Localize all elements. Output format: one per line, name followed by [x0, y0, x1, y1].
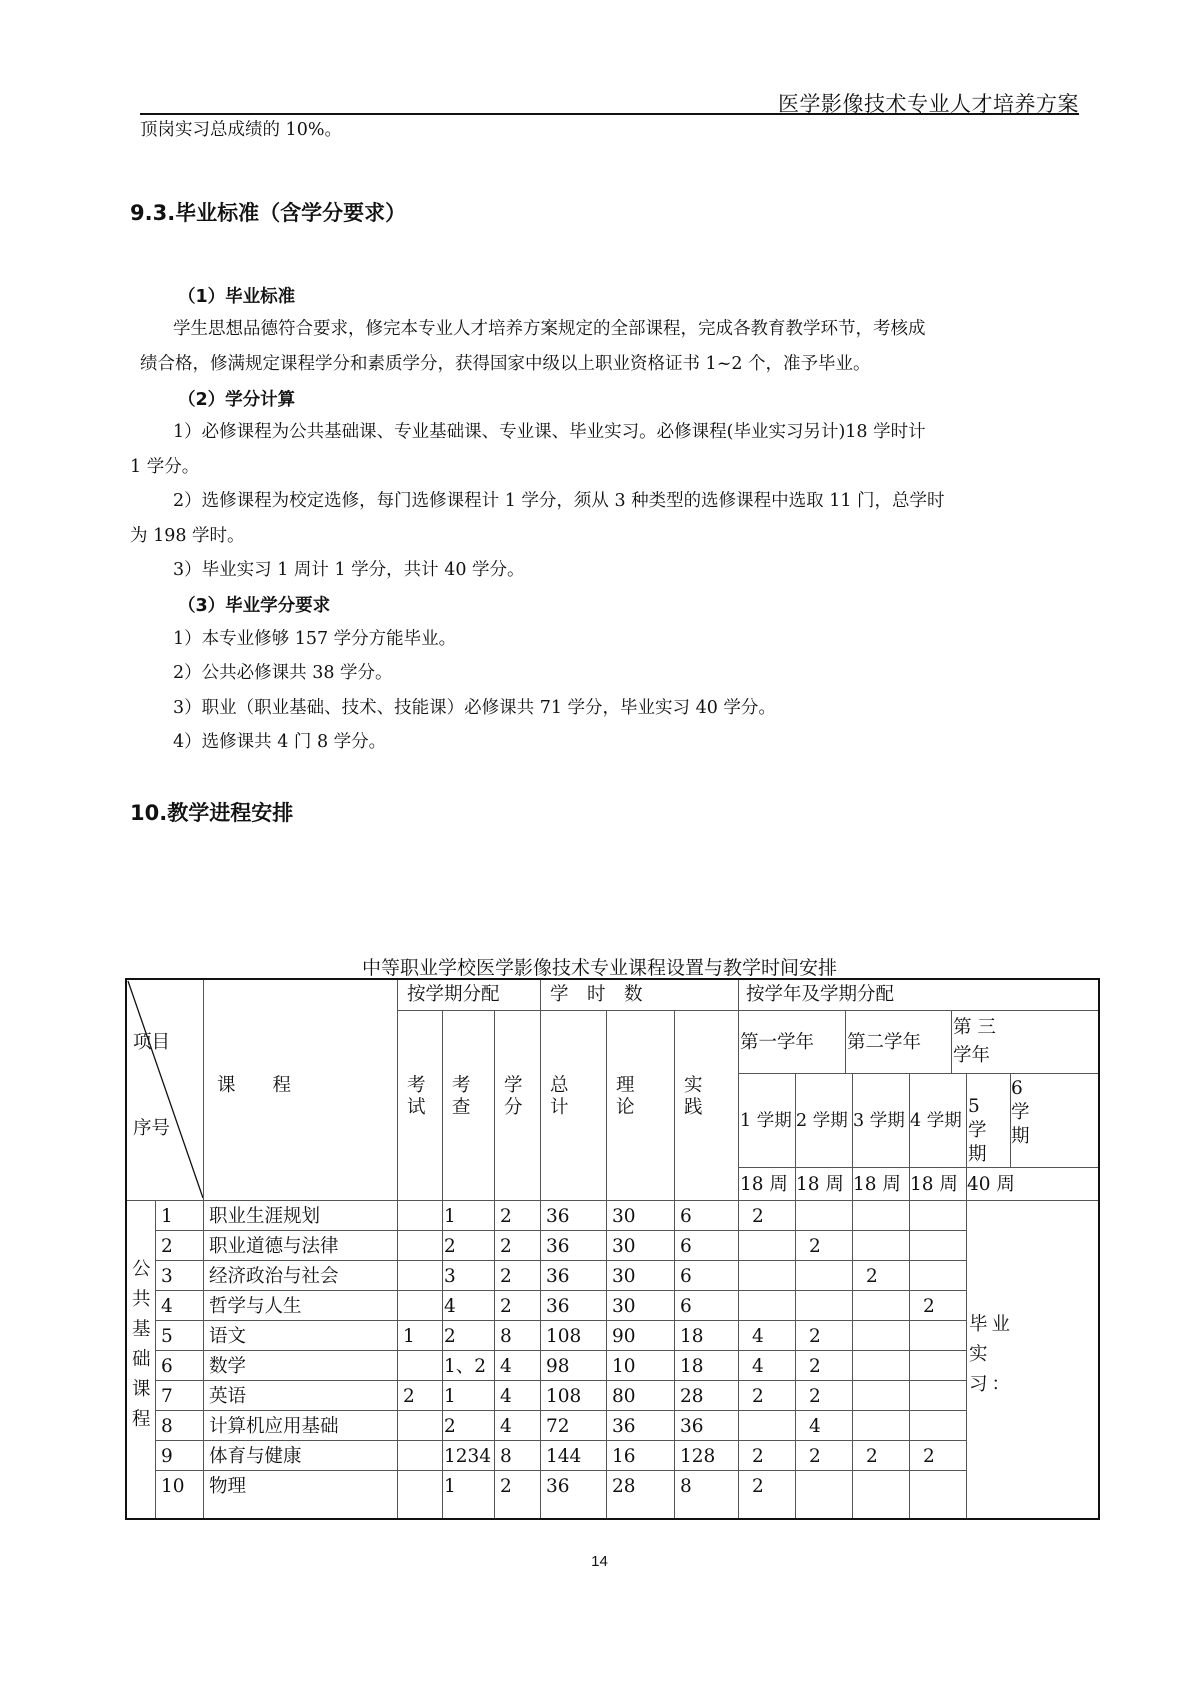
- cell-s2: [795, 1294, 813, 1296]
- cell-check: 2: [444, 1416, 456, 1437]
- grid-vline: [203, 978, 204, 1520]
- cell-s4: [909, 1354, 927, 1356]
- cell-check: 1: [444, 1206, 456, 1227]
- grid-hline: [155, 1410, 966, 1411]
- cell-credit: 2: [500, 1236, 512, 1257]
- cell-exam: [397, 1444, 407, 1446]
- header-practice: 实践: [684, 1075, 703, 1118]
- header-item-label: 项目: [133, 1032, 171, 1053]
- category-label: 公共基础课程: [132, 1259, 151, 1430]
- cell-seq: 1: [161, 1206, 173, 1227]
- cell-total: 72: [546, 1416, 570, 1437]
- cell-course: 语文: [209, 1326, 247, 1347]
- grid-vline: [966, 1073, 967, 1520]
- header-year2: 第二学年: [847, 1032, 922, 1053]
- cell-s3: 2: [866, 1446, 878, 1467]
- cell-s3: [852, 1384, 870, 1386]
- cell-practice: 6: [680, 1266, 692, 1287]
- cell-s4: [909, 1264, 927, 1266]
- header-weeks-4: 18 周: [910, 1174, 958, 1195]
- cell-course: 经济政治与社会: [209, 1266, 339, 1287]
- cell-practice: 36: [680, 1416, 704, 1437]
- cell-s1: [738, 1234, 756, 1236]
- cell-exam: [397, 1234, 407, 1236]
- cell-check: 1、2: [444, 1356, 487, 1377]
- cell-s1: 2: [752, 1386, 764, 1407]
- grid-hline: [155, 1290, 966, 1291]
- header-weeks-1: 18 周: [740, 1174, 788, 1195]
- cell-s4: [909, 1204, 927, 1206]
- cell-course: 英语: [209, 1386, 247, 1407]
- section-9-3-heading: 9.3.毕业标准（含学分要求）: [130, 201, 407, 225]
- cell-s3: [852, 1294, 870, 1296]
- grid-hline: [155, 1320, 966, 1321]
- cell-exam: 2: [403, 1386, 415, 1407]
- cell-exam: [397, 1204, 407, 1206]
- cell-s2: 2: [809, 1386, 821, 1407]
- header-credit: 学分: [504, 1075, 523, 1118]
- sub2-item2-line1: 2）选修课程为校定选修，每门选修课程计 1 学分，须从 3 种类型的选修课程中选取 11 门，总学时: [173, 491, 945, 511]
- cell-theory: 10: [612, 1356, 636, 1377]
- sub2-item2-line2: 为 198 学时。: [130, 526, 245, 546]
- grid-vline: [606, 1010, 607, 1520]
- cell-theory: 28: [612, 1476, 636, 1497]
- header-exam: 考试: [407, 1075, 426, 1118]
- cell-theory: 30: [612, 1266, 636, 1287]
- cell-theory: 16: [612, 1446, 636, 1467]
- header-year3: 第 三 学年: [953, 1017, 996, 1066]
- grid-vline: [951, 1010, 952, 1073]
- header-course-label: 课 程: [217, 1075, 292, 1096]
- cell-check: 2: [444, 1326, 456, 1347]
- sub1-para-line2: 绩合格，修满规定课程学分和素质学分，获得国家中级以上职业资格证书 1~2 个，准予毕业。: [140, 354, 871, 374]
- cell-total: 108: [546, 1386, 582, 1407]
- diagonal-header-divider: [125, 978, 205, 1200]
- sub2-heading: （2）学分计算: [178, 390, 296, 410]
- header-term-6: 6 学期: [1011, 1078, 1030, 1147]
- cell-credit: 2: [500, 1266, 512, 1287]
- cell-s2: 2: [809, 1356, 821, 1377]
- cell-s2: 2: [809, 1236, 821, 1257]
- cell-check: 3: [444, 1266, 456, 1287]
- cell-credit: 8: [500, 1446, 512, 1467]
- cell-s2: 2: [809, 1326, 821, 1347]
- cell-course: 职业道德与法律: [209, 1236, 339, 1257]
- cell-s4: [909, 1474, 927, 1476]
- cell-s3: [852, 1354, 870, 1356]
- cell-seq: 3: [161, 1266, 173, 1287]
- cell-theory: 36: [612, 1416, 636, 1437]
- cell-seq: 4: [161, 1296, 173, 1317]
- cell-course: 数学: [209, 1356, 247, 1377]
- cell-check: 2: [444, 1236, 456, 1257]
- grid-hline: [738, 1167, 1100, 1168]
- cell-credit: 2: [500, 1476, 512, 1497]
- cell-course: 物理: [209, 1476, 247, 1497]
- cell-credit: 4: [500, 1416, 512, 1437]
- cell-total: 98: [546, 1356, 570, 1377]
- grid-vline: [909, 1073, 910, 1520]
- cell-s2: 2: [809, 1446, 821, 1467]
- cell-total: 36: [546, 1236, 570, 1257]
- cell-theory: 30: [612, 1206, 636, 1227]
- cell-s4: [909, 1384, 927, 1386]
- grid-hline: [155, 1260, 966, 1261]
- grid-hline: [155, 1230, 966, 1231]
- sub3-item: 4）选修课共 4 门 8 学分。: [173, 732, 387, 752]
- cell-seq: 6: [161, 1356, 173, 1377]
- cell-check: 1234: [444, 1446, 492, 1467]
- cell-s4: [909, 1234, 927, 1236]
- course-schedule-table: [125, 978, 1100, 1520]
- cell-course: 哲学与人生: [209, 1296, 302, 1317]
- sub2-item3: 3）毕业实习 1 周计 1 学分，共计 40 学分。: [173, 560, 525, 580]
- cell-theory: 90: [612, 1326, 636, 1347]
- cell-seq: 5: [161, 1326, 173, 1347]
- cell-course: 计算机应用基础: [209, 1416, 339, 1437]
- cell-s1: 4: [752, 1356, 764, 1377]
- grid-vline: [540, 978, 541, 1520]
- sub1-para-line1: 学生思想品德符合要求，修完本专业人才培养方案规定的全部课程，完成各教育教学环节，考核成: [173, 319, 926, 339]
- cell-seq: 10: [161, 1476, 185, 1497]
- cell-course: 职业生涯规划: [209, 1206, 321, 1227]
- table-caption: 中等职业学校医学影像技术专业课程设置与教学时间安排: [361, 957, 837, 979]
- cell-s1: 2: [752, 1446, 764, 1467]
- header-by-term-group: 按学期分配: [407, 984, 500, 1005]
- cell-exam: [397, 1414, 407, 1416]
- sub3-item: 1）本专业修够 157 学分方能毕业。: [173, 629, 457, 649]
- header-term-1: 1 学期: [740, 1111, 792, 1131]
- header-term-2: 2 学期: [796, 1111, 848, 1131]
- intro-line: 顶岗实习总成绩的 10%。: [140, 120, 342, 140]
- cell-exam: [397, 1264, 407, 1266]
- header-hours-group: 学 时 数: [550, 984, 643, 1005]
- grid-vline: [738, 978, 739, 1520]
- cell-total: 36: [546, 1476, 570, 1497]
- cell-theory: 80: [612, 1386, 636, 1407]
- header-term-3: 3 学期: [853, 1111, 905, 1131]
- cell-s4: [909, 1414, 927, 1416]
- grid-hline: [125, 1200, 1100, 1201]
- cell-s1: [738, 1294, 756, 1296]
- grid-vline: [155, 1200, 156, 1520]
- header-term-4: 4 学期: [910, 1111, 962, 1131]
- grid-vline: [852, 1073, 853, 1520]
- header-total: 总计: [550, 1075, 569, 1118]
- cell-seq: 7: [161, 1386, 173, 1407]
- grid-hline: [155, 1350, 966, 1351]
- cell-practice: 18: [680, 1356, 704, 1377]
- cell-practice: 28: [680, 1386, 704, 1407]
- cell-s1: 2: [752, 1476, 764, 1497]
- cell-s2: 4: [809, 1416, 821, 1437]
- cell-exam: 1: [403, 1326, 415, 1347]
- header-weeks-5-6: 40 周: [967, 1174, 1015, 1195]
- grid-hline: [397, 1010, 1100, 1011]
- cell-seq: 9: [161, 1446, 173, 1467]
- grid-vline: [845, 1010, 846, 1073]
- cell-practice: 8: [680, 1476, 692, 1497]
- grid-vline: [397, 978, 398, 1520]
- cell-s3: [852, 1204, 870, 1206]
- cell-check: 1: [444, 1476, 456, 1497]
- cell-practice: 128: [680, 1446, 716, 1467]
- page-number: 14: [591, 1553, 608, 1570]
- section-10-heading: 10.教学进程安排: [130, 801, 294, 825]
- cell-practice: 6: [680, 1296, 692, 1317]
- cell-exam: [397, 1294, 407, 1296]
- header-by-year-group: 按学年及学期分配: [746, 984, 895, 1005]
- header-year1: 第一学年: [740, 1032, 815, 1053]
- cell-exam: [397, 1354, 407, 1356]
- grid-hline: [155, 1380, 966, 1381]
- sub2-item1-line2: 1 学分。: [130, 457, 200, 477]
- cell-s1: [738, 1264, 756, 1266]
- cell-s4: 2: [923, 1446, 935, 1467]
- cell-exam: [397, 1474, 407, 1476]
- header-weeks-2: 18 周: [796, 1174, 844, 1195]
- cell-s2: [795, 1264, 813, 1266]
- sub3-heading: （3）毕业学分要求: [178, 596, 331, 616]
- sub3-item: 2）公共必修课共 38 学分。: [173, 663, 393, 683]
- cell-s1: [738, 1414, 756, 1416]
- cell-s4: 2: [923, 1296, 935, 1317]
- cell-seq: 2: [161, 1236, 173, 1257]
- header-weeks-3: 18 周: [853, 1174, 901, 1195]
- cell-s2: [795, 1474, 813, 1476]
- running-header-title: 医学影像技术专业人才培养方案: [778, 92, 1079, 116]
- cell-s3: [852, 1474, 870, 1476]
- cell-total: 36: [546, 1266, 570, 1287]
- cell-s3: [852, 1324, 870, 1326]
- cell-s3: 2: [866, 1266, 878, 1287]
- cell-s3: [852, 1234, 870, 1236]
- header-rule: [140, 113, 1079, 115]
- sub3-item: 3）职业（职业基础、技术、技能课）必修课共 71 学分，毕业实习 40 学分。: [173, 698, 776, 718]
- cell-theory: 30: [612, 1236, 636, 1257]
- grid-vline: [442, 1010, 443, 1520]
- cell-credit: 8: [500, 1326, 512, 1347]
- cell-total: 36: [546, 1206, 570, 1227]
- header-theory: 理论: [616, 1075, 635, 1118]
- cell-credit: 4: [500, 1386, 512, 1407]
- grid-hline: [155, 1440, 966, 1441]
- cell-practice: 6: [680, 1236, 692, 1257]
- cell-practice: 6: [680, 1206, 692, 1227]
- cell-total: 108: [546, 1326, 582, 1347]
- cell-total: 36: [546, 1296, 570, 1317]
- cell-check: 1: [444, 1386, 456, 1407]
- header-seq-label: 序号: [133, 1118, 171, 1139]
- grid-hline: [155, 1470, 966, 1471]
- grid-vline: [1010, 1073, 1011, 1167]
- cell-credit: 4: [500, 1356, 512, 1377]
- cell-s3: [852, 1414, 870, 1416]
- cell-seq: 8: [161, 1416, 173, 1437]
- grid-vline: [795, 1073, 796, 1520]
- grid-hline: [738, 1073, 1100, 1074]
- sub1-heading: （1）毕业标准: [178, 287, 296, 307]
- header-term-5: 5 学期: [968, 1096, 993, 1165]
- cell-check: 4: [444, 1296, 456, 1317]
- cell-credit: 2: [500, 1296, 512, 1317]
- cell-theory: 30: [612, 1296, 636, 1317]
- cell-s1: 4: [752, 1326, 764, 1347]
- cell-s4: [909, 1324, 927, 1326]
- cell-course: 体育与健康: [209, 1446, 302, 1467]
- cell-s2: [795, 1204, 813, 1206]
- cell-credit: 2: [500, 1206, 512, 1227]
- cell-s1: 2: [752, 1206, 764, 1227]
- header-check: 考查: [452, 1075, 471, 1118]
- cell-practice: 18: [680, 1326, 704, 1347]
- grid-vline: [494, 1010, 495, 1520]
- sub2-item1-line1: 1）必修课程为公共基础课、专业基础课、专业课、毕业实习。必修课程(毕业实习另计)18 学时计: [173, 422, 926, 442]
- cell-total: 144: [546, 1446, 582, 1467]
- grid-vline: [674, 1010, 675, 1520]
- internship-note: 毕业实习：: [969, 1314, 1015, 1395]
